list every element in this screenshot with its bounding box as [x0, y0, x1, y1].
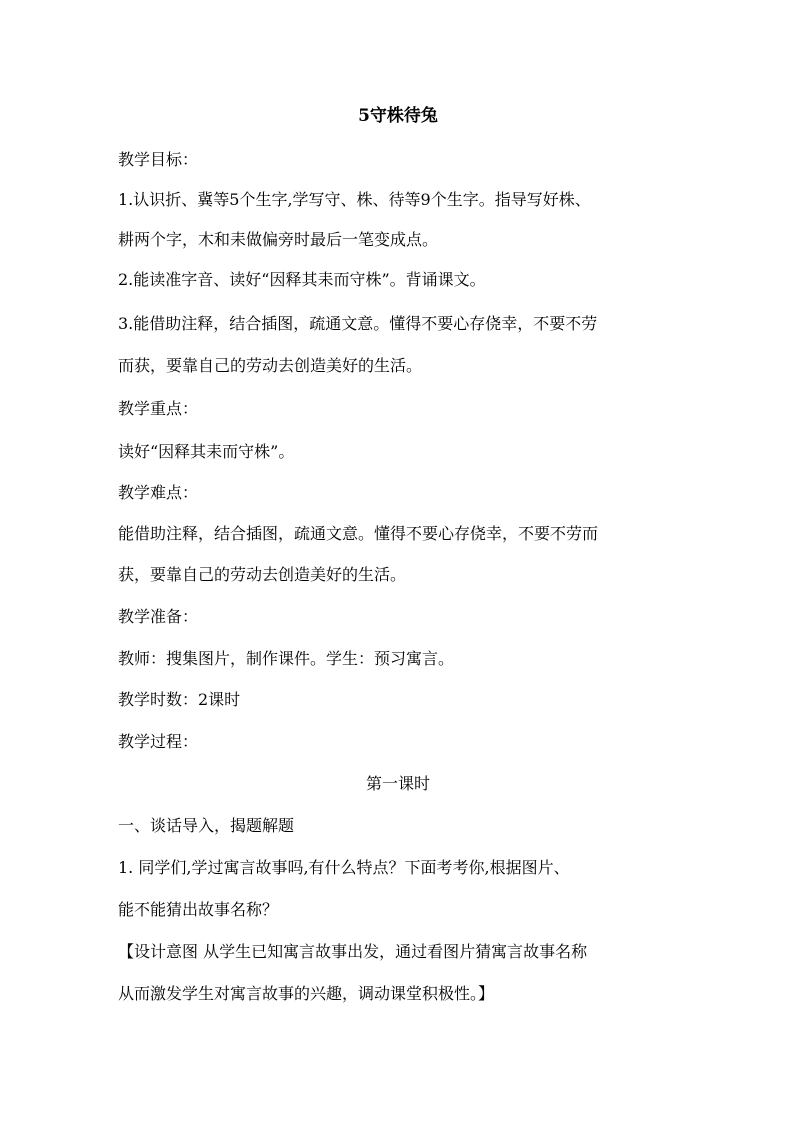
objective-1-line-1: 1.认识折、冀等5个生字,学写守、株、待等9个生字。指导写好株、 — [118, 190, 591, 209]
objective-1-line-2: 耕两个字，木和耒做偏旁时最后一笔变成点。 — [118, 230, 439, 249]
objective-3-line-2: 而获，要靠自己的劳动去创造美好的生活。 — [118, 356, 423, 375]
design-intent-line-2: 从而激发学生对寓言故事的兴趣，调动课堂积极性。】 — [118, 984, 495, 1003]
difficulties-line-2: 获，要靠自己的劳动去创造美好的生活。 — [118, 565, 407, 584]
teaching-hours: 教学时数：2课时 — [118, 690, 241, 709]
lesson-title: 第一课时 — [365, 774, 430, 793]
process-heading: 教学过程： — [118, 732, 199, 751]
design-intent-line-1: 【设计意图 从学生已知寓言故事出发，通过看图片猜寓言故事名称 — [118, 942, 588, 961]
step-1-line-2: 能不能猜出故事名称？ — [118, 900, 279, 919]
document-title: 5守株待兔 — [358, 106, 438, 126]
difficulties-line-1: 能借助注释，结合插图，疏通文意。懂得不要心存侥幸，不要不劳而 — [118, 524, 599, 543]
key-points-text: 读好“因释其耒而守株”。 — [118, 442, 295, 461]
key-points-heading: 教学重点： — [118, 399, 199, 418]
step-1-line-1: 1. 同学们,学过寓言故事吗,有什么特点？下面考考你,根据图片、 — [118, 858, 570, 877]
objective-2: 2.能读准字音、读好“因释其耒而守株”。背诵课文。 — [118, 270, 486, 289]
preparation-heading: 教学准备： — [118, 607, 199, 626]
preparation-text: 教师：搜集图片，制作课件。学生：预习寓言。 — [118, 649, 455, 668]
objective-3-line-1: 3.能借助注释，结合插图，疏通文意。懂得不要心存侥幸，不要不劳 — [118, 314, 598, 333]
difficulties-heading: 教学难点： — [118, 483, 199, 502]
section-1-heading: 一、谈话导入，揭题解题 — [118, 816, 295, 835]
objectives-heading: 教学目标： — [118, 150, 199, 169]
